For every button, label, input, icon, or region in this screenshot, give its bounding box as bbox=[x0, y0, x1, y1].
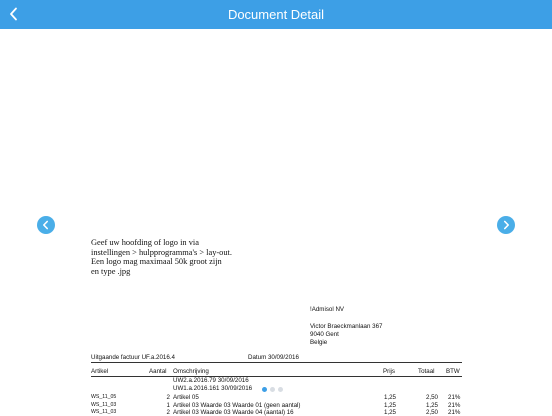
row-aantal: 1 bbox=[166, 402, 170, 409]
page-dot[interactable] bbox=[278, 387, 283, 392]
navigation-bar bbox=[0, 0, 552, 29]
chevron-left-icon bbox=[37, 216, 55, 234]
page-title: Document Detail bbox=[227, 7, 325, 22]
logo-note-line: Een logo mag maximaal 50k groot zijn bbox=[91, 257, 222, 267]
row-aantal: 2 bbox=[166, 394, 170, 401]
row-btw: 21% bbox=[448, 402, 461, 409]
recipient-street: Victor Braeckmanlaan 367 bbox=[310, 323, 383, 330]
column-header-prijs: Prijs bbox=[383, 368, 396, 375]
row-prijs: 1,25 bbox=[383, 402, 396, 409]
column-header-omschrijving: Omschrijving bbox=[173, 368, 209, 375]
column-header-totaal: Totaal bbox=[418, 368, 435, 375]
row-code: WS_11_03 bbox=[91, 409, 117, 415]
divider bbox=[91, 362, 462, 363]
row-omschrijving: Artikel 05 bbox=[173, 394, 199, 401]
logo-note-line: en type .jpg bbox=[91, 266, 131, 276]
row-omschrijving: Artikel 03 Waarde 03 Waarde 04 (aantal) 16 bbox=[173, 409, 294, 416]
reference-line: UW2.a.2016.79 30/09/2016 bbox=[173, 377, 249, 384]
recipient-name: !Admisol NV bbox=[310, 306, 345, 313]
invoice-date: Datum 30/09/2016 bbox=[248, 354, 299, 361]
chevron-right-icon bbox=[497, 216, 515, 234]
column-header-artikel: Artikel bbox=[91, 368, 109, 375]
previous-page-button[interactable] bbox=[37, 216, 55, 234]
row-prijs: 1,25 bbox=[383, 409, 396, 416]
invoice-title: Uitgaande factuur UF.a.2016.4 bbox=[91, 354, 175, 361]
column-header-btw: BTW bbox=[446, 368, 460, 375]
recipient-city: 9040 Gent bbox=[310, 331, 339, 338]
reference-line: UW1.a.2016.161 30/09/2016 bbox=[173, 385, 253, 392]
next-page-button[interactable] bbox=[497, 216, 515, 234]
row-code: WS_11_03 bbox=[91, 402, 117, 408]
row-btw: 21% bbox=[448, 409, 461, 416]
logo-note-line: instellingen > hulpprogramma's > lay-out. bbox=[91, 247, 232, 257]
recipient-country: Belgie bbox=[310, 339, 328, 346]
logo-placeholder-note bbox=[91, 238, 232, 276]
page-dot[interactable] bbox=[270, 387, 275, 392]
page-dot[interactable] bbox=[262, 387, 267, 392]
row-prijs: 1,25 bbox=[383, 394, 396, 401]
row-omschrijving: Artikel 03 Waarde 03 Waarde 01 (geen aantal) bbox=[173, 402, 301, 409]
row-totaal: 2,50 bbox=[425, 409, 438, 416]
row-totaal: 2,50 bbox=[425, 394, 438, 401]
row-aantal: 2 bbox=[166, 409, 170, 416]
column-header-aantal: Aantal bbox=[149, 368, 167, 375]
row-btw: 21% bbox=[448, 394, 461, 401]
logo-note-line: Geef uw hoofding of logo in via bbox=[91, 238, 199, 247]
row-totaal: 1,25 bbox=[425, 402, 438, 409]
row-code: WS_11_05 bbox=[91, 394, 117, 400]
divider bbox=[91, 376, 462, 377]
